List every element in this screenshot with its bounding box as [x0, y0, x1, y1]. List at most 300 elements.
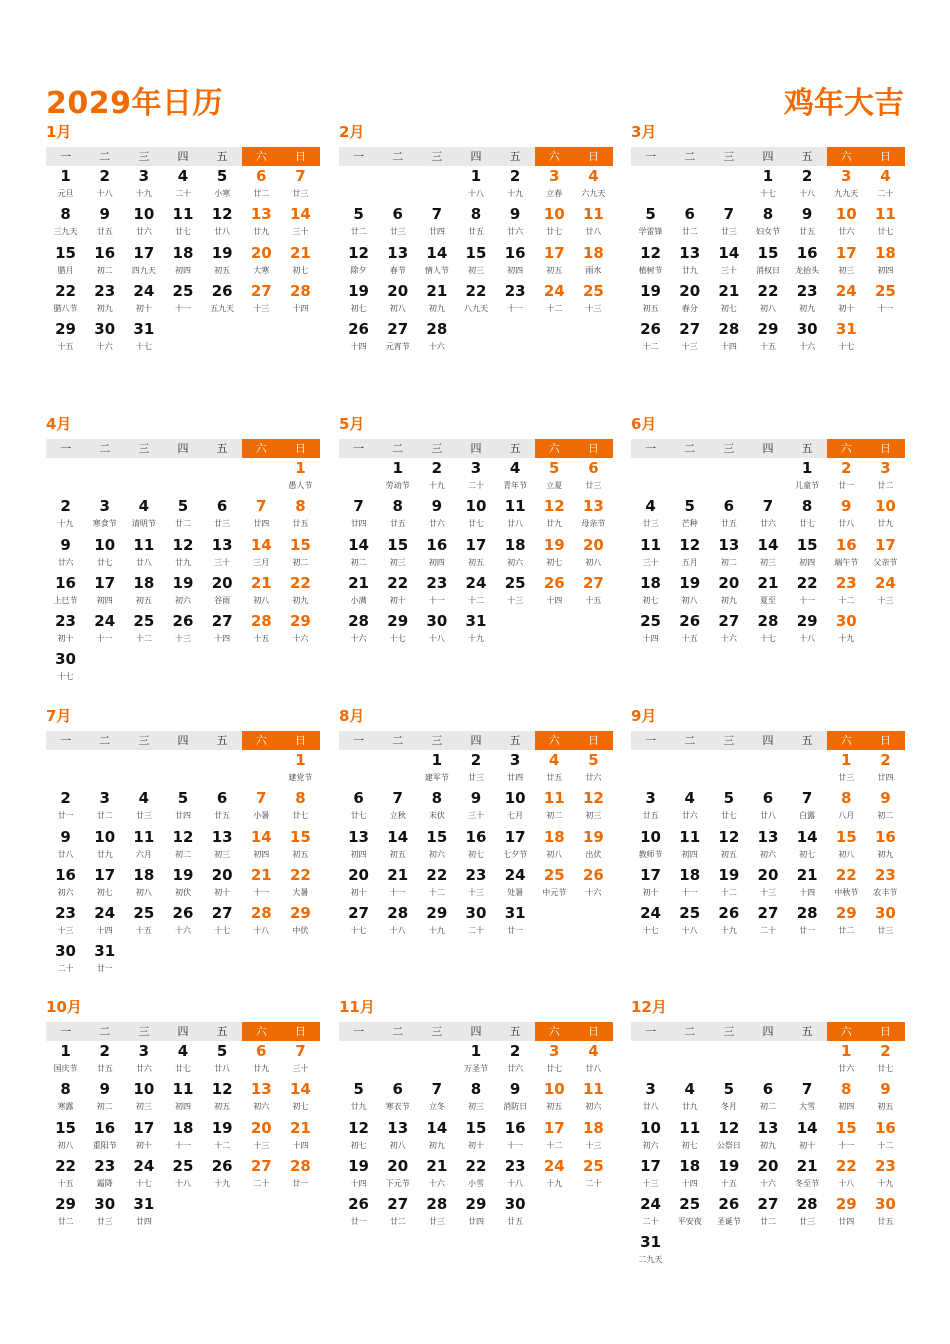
weekday-header: [631, 439, 905, 458]
day-cell: [670, 865, 709, 903]
empty-cell: [709, 458, 748, 496]
day-cell: [281, 281, 320, 319]
day-cell: [788, 204, 827, 242]
lunar-label: 廿三: [135, 811, 152, 821]
lunar-label: 廿一: [799, 926, 816, 936]
day-cell: [456, 1079, 495, 1117]
lunar-label: 大雪: [799, 1102, 816, 1112]
day-number: 6: [256, 167, 267, 185]
empty-cell: [788, 750, 827, 788]
month-name: 4月: [46, 415, 72, 433]
lunar-label: 小寒: [214, 189, 231, 198]
lunar-label: 初七: [96, 887, 113, 897]
day-number: 7: [723, 205, 735, 224]
day-cell: [339, 319, 378, 357]
weekday-cell: 六: [827, 731, 866, 750]
day-number: 19: [211, 1118, 233, 1137]
month-block: [46, 997, 320, 1232]
slogan: 鸡年大吉: [784, 86, 904, 121]
day-number: 9: [99, 205, 110, 224]
lunar-label: 十八: [253, 926, 270, 936]
month-block: [46, 414, 320, 688]
day-cell: [339, 611, 378, 649]
lunar-label: 龙抬头: [795, 265, 820, 275]
lunar-label: 初四: [253, 849, 270, 859]
day-number: 14: [348, 535, 369, 554]
day-cell: [788, 281, 827, 319]
day-cell: [281, 535, 320, 573]
day-cell: [670, 1079, 709, 1117]
lunar-label: 十五: [759, 342, 776, 352]
weekday-cell: 一: [46, 439, 85, 458]
day-cell: [46, 243, 85, 281]
day-cell: [866, 1079, 905, 1117]
day-cell: [163, 243, 202, 281]
lunar-label: 上巳节: [53, 595, 78, 605]
day-cell: [866, 788, 905, 826]
day-cell: [456, 827, 495, 865]
day-cell: [242, 166, 281, 204]
day-number: 10: [504, 789, 526, 808]
day-cell: [242, 204, 281, 242]
empty-cell: [163, 458, 202, 496]
lunar-label: 八月: [838, 811, 855, 821]
day-number: 22: [55, 1156, 76, 1175]
lunar-label: 初二: [759, 1102, 776, 1112]
lunar-label: 初九: [720, 595, 737, 605]
day-number: 5: [177, 497, 189, 516]
day-cell: [203, 166, 242, 204]
day-number: 6: [762, 1080, 774, 1099]
day-cell: [866, 458, 905, 496]
day-number: 28: [796, 1195, 818, 1214]
day-cell: [339, 903, 378, 941]
month-name: 10月: [46, 998, 82, 1016]
lunar-label: 十四: [96, 926, 113, 936]
day-number: 28: [289, 281, 311, 300]
day-number: 18: [172, 1118, 194, 1137]
day-number: 29: [757, 320, 779, 339]
day-cell: [417, 319, 456, 357]
day-number: 30: [874, 904, 896, 923]
day-number: 20: [211, 865, 233, 884]
lunar-label: 十八: [96, 189, 113, 198]
day-cell: [631, 865, 670, 903]
day-cell: [378, 865, 417, 903]
day-number: 26: [211, 1156, 233, 1175]
empty-cell: [709, 1041, 748, 1079]
lunar-label: 廿五: [389, 519, 406, 529]
lunar-label: 立春: [546, 189, 563, 198]
day-cell: [788, 573, 827, 611]
day-number: 15: [465, 243, 487, 262]
day-number: 28: [757, 612, 779, 631]
day-number: 10: [543, 205, 565, 224]
day-cell: [535, 750, 574, 788]
lunar-label: 十一: [507, 1140, 524, 1150]
weekday-cell: 六: [535, 147, 574, 166]
day-cell: [46, 611, 85, 649]
day-number: 8: [392, 497, 403, 516]
weekday-cell: 三: [417, 147, 456, 166]
lunar-label: 廿九: [681, 265, 698, 275]
day-number: 26: [211, 281, 233, 300]
day-number: 2: [60, 497, 71, 516]
day-number: 29: [426, 904, 448, 923]
day-cell: [242, 496, 281, 534]
lunar-label: 廿二: [877, 481, 894, 490]
day-number: 5: [549, 459, 560, 477]
lunar-label: 二十: [174, 189, 191, 198]
day-cell: [748, 281, 787, 319]
lunar-label: 三十: [467, 811, 484, 821]
lunar-label: 廿三: [214, 519, 231, 529]
lunar-label: 初十: [389, 595, 406, 605]
day-number: 3: [645, 1080, 656, 1099]
empty-cell: [85, 750, 124, 788]
lunar-label: 十五: [253, 634, 270, 644]
lunar-label: 春节: [389, 265, 406, 275]
day-cell: [339, 243, 378, 281]
lunar-label: 廿二: [759, 1217, 776, 1227]
day-number: 11: [582, 1080, 604, 1099]
lunar-label: 廿三: [292, 189, 309, 198]
day-cell: [456, 903, 495, 941]
lunar-label: 廿九: [253, 1064, 270, 1073]
day-number: 21: [426, 1156, 448, 1175]
day-number: 17: [94, 573, 116, 592]
day-number: 28: [426, 1195, 448, 1214]
lunar-label: 廿八: [585, 227, 602, 237]
day-number: 15: [289, 827, 311, 846]
lunar-label: 廿九: [877, 519, 894, 529]
day-cell: [827, 827, 866, 865]
day-number: 18: [640, 573, 661, 592]
day-number: 10: [94, 535, 116, 554]
day-cell: [788, 1079, 827, 1117]
day-cell: [163, 903, 202, 941]
lunar-label: 十八: [389, 926, 406, 936]
day-cell: [203, 1118, 242, 1156]
day-number: 25: [172, 1156, 194, 1175]
day-number: 13: [679, 243, 701, 262]
lunar-label: 农丰节: [873, 887, 898, 897]
lunar-label: 廿七: [877, 227, 894, 237]
day-number: 11: [172, 205, 194, 224]
lunar-label: 初五: [467, 557, 484, 567]
month-block: [46, 706, 320, 980]
day-number: 27: [250, 1156, 272, 1175]
lunar-label: 廿四: [350, 519, 367, 529]
lunar-label: 初七: [642, 595, 659, 605]
day-number: 5: [588, 751, 599, 769]
weekday-cell: 一: [46, 1022, 85, 1041]
day-number: 23: [504, 281, 526, 300]
day-number: 2: [470, 751, 482, 769]
day-cell: [670, 611, 709, 649]
day-cell: [574, 458, 613, 496]
lunar-label: 初八: [389, 1140, 406, 1150]
day-cell: [496, 1194, 535, 1232]
weekday-header: [339, 731, 613, 750]
day-cell: [417, 865, 456, 903]
lunar-label: 初三: [467, 265, 484, 275]
day-cell: [866, 535, 905, 573]
day-cell: [456, 788, 495, 826]
day-cell: [456, 281, 495, 319]
day-number: 26: [582, 865, 604, 884]
day-number: 19: [172, 573, 194, 592]
day-cell: [827, 750, 866, 788]
lunar-label: 廿二: [350, 227, 367, 237]
day-cell: [124, 827, 163, 865]
lunar-label: 廿四: [428, 227, 445, 237]
lunar-label: 建党节: [288, 773, 313, 782]
day-cell: [535, 827, 574, 865]
lunar-label: 初八: [389, 303, 406, 313]
day-cell: [281, 1079, 320, 1117]
day-number: 15: [55, 243, 76, 262]
weekday-cell: 二: [378, 147, 417, 166]
lunar-label: 十六: [720, 634, 737, 644]
day-number: 5: [645, 205, 656, 224]
day-number: 5: [723, 1080, 735, 1099]
day-cell: [748, 1079, 787, 1117]
day-number: 22: [757, 281, 779, 300]
day-cell: [46, 941, 85, 979]
day-cell: [46, 865, 85, 903]
day-number: 6: [588, 459, 599, 477]
weekday-cell: 二: [670, 147, 709, 166]
day-number: 20: [679, 281, 701, 300]
lunar-label: 廿八: [585, 1064, 602, 1073]
day-number: 18: [679, 1156, 701, 1175]
lunar-label: 初七: [292, 265, 309, 275]
empty-cell: [203, 750, 242, 788]
lunar-label: 初四: [174, 1102, 191, 1112]
lunar-label: 廿八: [214, 1064, 231, 1073]
day-number: 24: [94, 612, 116, 631]
day-cell: [827, 319, 866, 357]
weekday-cell: 一: [339, 439, 378, 458]
day-cell: [124, 1118, 163, 1156]
weekday-cell: 一: [339, 147, 378, 166]
lunar-label: 十五: [135, 926, 152, 936]
day-number: 10: [640, 827, 661, 846]
lunar-label: 夏至: [759, 595, 776, 605]
day-number: 19: [679, 573, 701, 592]
day-number: 11: [874, 205, 896, 224]
lunar-label: 初三: [838, 265, 855, 275]
day-number: 16: [55, 865, 76, 884]
lunar-label: 初五: [877, 1102, 894, 1112]
month-name: 1月: [46, 123, 72, 141]
day-cell: [339, 204, 378, 242]
day-cell: [788, 788, 827, 826]
day-number: 6: [256, 1042, 267, 1060]
day-number: 17: [133, 243, 155, 262]
lunar-label: 二十: [467, 481, 484, 490]
lunar-label: 初五: [546, 265, 563, 275]
day-cell: [163, 788, 202, 826]
day-number: 13: [718, 535, 740, 554]
weekday-cell: 三: [124, 1022, 163, 1041]
day-number: 13: [582, 497, 604, 516]
day-cell: [788, 1156, 827, 1194]
lunar-label: 初二: [292, 557, 309, 567]
day-cell: [417, 1194, 456, 1232]
lunar-label: 十七: [389, 634, 406, 644]
day-number: 20: [718, 573, 740, 592]
weekday-cell: 五: [496, 147, 535, 166]
lunar-label: 廿三: [720, 227, 737, 237]
day-number: 30: [465, 904, 487, 923]
weekday-cell: 三: [417, 1022, 456, 1041]
weekday-cell: 五: [788, 1022, 827, 1041]
lunar-label: 十一: [838, 1140, 855, 1150]
day-cell: [124, 166, 163, 204]
day-number: 8: [295, 497, 306, 516]
day-number: 17: [543, 1118, 565, 1137]
day-number: 26: [718, 1195, 740, 1214]
day-number: 18: [172, 243, 194, 262]
day-cell: [866, 1194, 905, 1232]
lunar-label: 初五: [546, 1102, 563, 1112]
day-number: 8: [60, 205, 71, 224]
day-cell: [417, 204, 456, 242]
lunar-label: 十五: [681, 634, 698, 644]
lunar-label: 十六: [799, 342, 816, 352]
lunar-label: 十四: [720, 342, 737, 352]
day-cell: [496, 204, 535, 242]
day-number: 31: [835, 320, 857, 339]
day-number: 29: [55, 320, 76, 339]
lunar-label: 廿二: [389, 1217, 406, 1227]
day-cell: [670, 243, 709, 281]
weekday-cell: 二: [85, 731, 124, 750]
day-number: 10: [543, 1080, 565, 1099]
day-cell: [378, 1079, 417, 1117]
lunar-label: 下元节: [385, 1178, 410, 1188]
day-cell: [709, 1194, 748, 1232]
lunar-label: 廿八: [135, 557, 152, 567]
day-cell: [709, 611, 748, 649]
day-number: 4: [880, 167, 891, 185]
lunar-label: 初五: [389, 849, 406, 859]
day-cell: [163, 281, 202, 319]
day-number: 24: [874, 573, 896, 592]
weekday-cell: 六: [827, 147, 866, 166]
lunar-label: 十六: [428, 1178, 445, 1188]
day-number: 8: [801, 497, 813, 516]
day-number: 29: [289, 904, 311, 923]
day-cell: [281, 1118, 320, 1156]
lunar-label: 初四: [681, 849, 698, 859]
day-cell: [866, 281, 905, 319]
day-number: 10: [94, 827, 116, 846]
day-cell: [827, 1156, 866, 1194]
lunar-label: 三十: [292, 1064, 309, 1073]
lunar-label: 十八: [799, 189, 816, 198]
day-number: 24: [133, 1156, 155, 1175]
day-cell: [535, 865, 574, 903]
day-cell: [866, 166, 905, 204]
lunar-label: 十九: [57, 519, 74, 529]
lunar-label: 十六: [174, 926, 191, 936]
lunar-label: 廿七: [546, 227, 563, 237]
day-cell: [574, 535, 613, 573]
day-number: 19: [543, 535, 565, 554]
day-number: 13: [211, 535, 233, 554]
day-number: 11: [582, 205, 604, 224]
weekday-cell: 日: [281, 439, 320, 458]
empty-cell: [378, 750, 417, 788]
day-cell: [496, 1079, 535, 1117]
empty-cell: [709, 166, 748, 204]
day-cell: [748, 166, 787, 204]
lunar-label: 教师节: [638, 849, 663, 859]
lunar-label: 廿三: [585, 481, 602, 490]
day-number: 21: [757, 573, 779, 592]
day-number: 23: [94, 1156, 116, 1175]
lunar-label: 廿一: [507, 926, 524, 936]
day-cell: [417, 903, 456, 941]
weekday-cell: 四: [456, 439, 495, 458]
lunar-label: 初八: [681, 595, 698, 605]
lunar-label: 廿一: [838, 481, 855, 490]
day-number: 13: [250, 1080, 272, 1099]
day-cell: [417, 750, 456, 788]
lunar-label: 十四: [350, 342, 367, 352]
day-number: 5: [723, 789, 735, 808]
lunar-label: 初四: [799, 557, 816, 567]
weekday-cell: 六: [242, 731, 281, 750]
lunar-label: 廿八: [642, 1102, 659, 1112]
day-number: 21: [289, 243, 311, 262]
lunar-label: 廿七: [174, 1064, 191, 1073]
day-number: 2: [801, 167, 813, 185]
lunar-label: 寒食节: [92, 519, 117, 529]
day-number: 11: [133, 827, 155, 846]
lunar-label: 十二: [214, 1140, 231, 1150]
day-number: 14: [289, 205, 311, 224]
empty-cell: [709, 750, 748, 788]
day-number: 23: [874, 1156, 896, 1175]
lunar-label: 十四: [292, 303, 309, 313]
month-block: [339, 122, 613, 357]
day-cell: [85, 573, 124, 611]
day-number: 23: [55, 904, 76, 923]
lunar-label: 妇女节: [755, 227, 780, 237]
lunar-label: 初四: [96, 595, 113, 605]
lunar-label: 十一: [253, 887, 270, 897]
day-grid: [46, 458, 320, 688]
day-number: 31: [94, 942, 116, 961]
day-number: 27: [348, 904, 369, 923]
day-cell: [417, 1156, 456, 1194]
lunar-label: 春分: [681, 303, 698, 313]
day-number: 2: [841, 459, 852, 477]
day-number: 27: [250, 281, 272, 300]
day-cell: [670, 496, 709, 534]
weekday-cell: 六: [242, 439, 281, 458]
lunar-label: 初三: [585, 811, 602, 821]
day-cell: [631, 535, 670, 573]
lunar-label: 冬至节: [795, 1178, 820, 1188]
day-cell: [496, 1118, 535, 1156]
lunar-label: 廿七: [467, 519, 484, 529]
day-cell: [866, 1156, 905, 1194]
